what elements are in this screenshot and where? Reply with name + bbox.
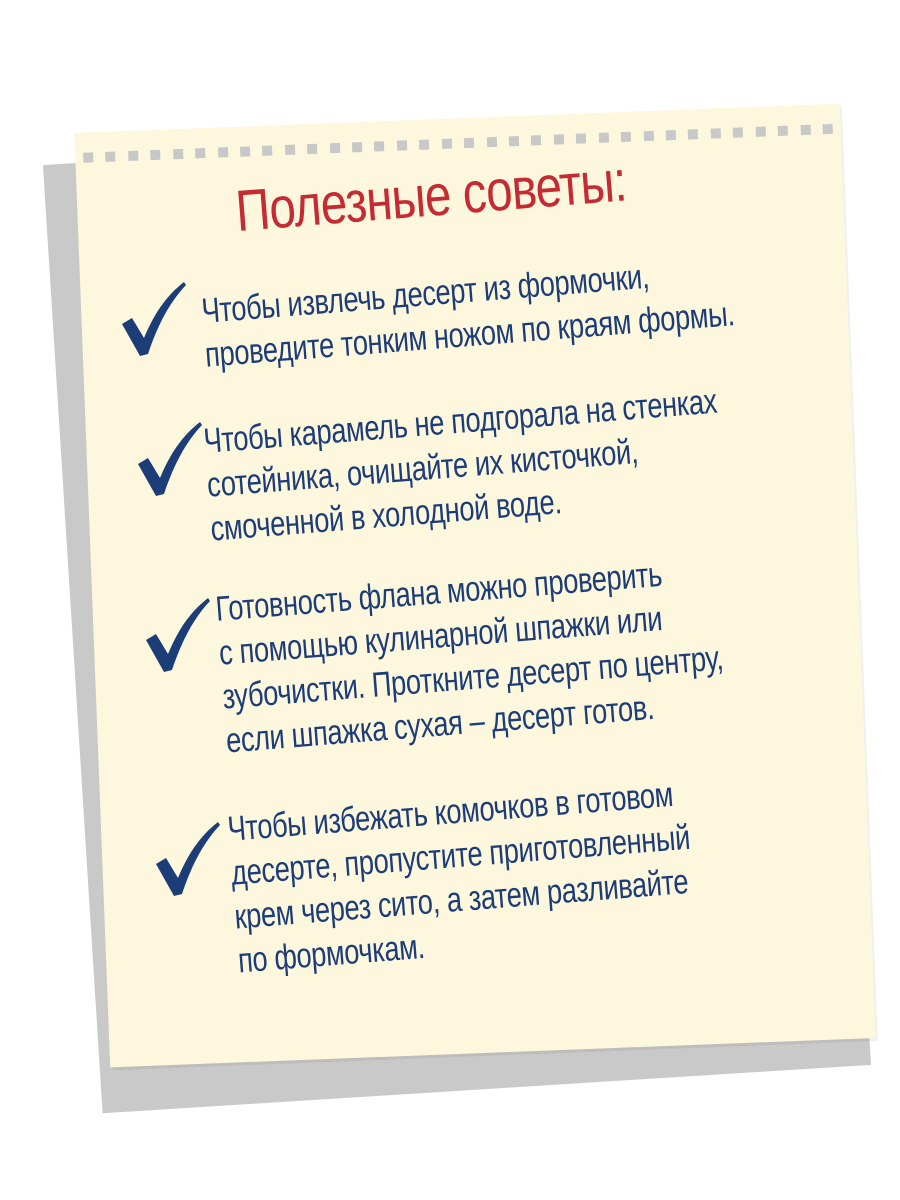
tip-text: Чтобы извлечь десерт из формочки, проведите тонким ножом по краям формы. (200, 256, 736, 375)
tip-text: Чтобы избежать комочков в готовом десерте, пропустите приготовленный крем через сито, а затем разливайте по формочкам. (226, 774, 692, 981)
checkmark-icon (118, 280, 188, 360)
tip-text: Готовность флана можно проверить с помощью кулинарной шпажки или зубочистки. Проткните десерт по центру, если шпажка сухая – десерт готов. (214, 554, 725, 761)
checkmark-icon (134, 420, 204, 500)
checkmark-icon (152, 820, 222, 900)
tip-text: Чтобы карамель не подгорала на стенках сотейника, очищайте их кисточкой, смоченной в холодной воде. (202, 381, 719, 549)
checkmark-icon (142, 596, 212, 676)
page-title: Полезные советы: (233, 148, 629, 244)
